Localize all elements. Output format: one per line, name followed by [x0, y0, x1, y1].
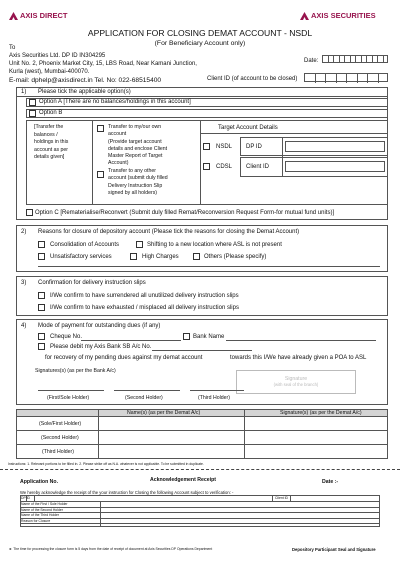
bank-name-line[interactable]: [226, 340, 376, 341]
address-line-1: Axis Securities Ltd. DP ID IN304295: [9, 53, 106, 59]
bank-signatures-label: Signatures(s) (as per the Bank A/c): [35, 368, 116, 374]
first-holder-sign-line[interactable]: [38, 390, 104, 391]
third-holder-label: (Third Holder): [198, 395, 230, 401]
surrendered-label: I/We confirm to have surrendered all unutilized delivery instruction slips: [50, 293, 239, 299]
name-column-header: Name(s) (as per the Demat A/c): [127, 410, 201, 416]
unsatisfactory-checkbox[interactable]: [38, 253, 45, 260]
target-account-heading: Target Account Details: [218, 125, 278, 131]
holder-row-label: (Second Holder): [41, 435, 79, 441]
option-b-row: [26, 109, 388, 118]
second-holder-label: (Second Holder): [125, 395, 163, 401]
axis-direct-logo: [9, 11, 68, 20]
axis-securities-logo: [300, 11, 376, 20]
receipt-date-label: Date :-: [322, 479, 339, 485]
others-label: Others (Please specify): [204, 254, 267, 260]
target-client-id-input[interactable]: [285, 161, 385, 172]
receipt-client-id-label: Client ID: [275, 496, 289, 500]
option-c-checkbox[interactable]: [26, 209, 33, 216]
section-1-number: 1): [21, 89, 27, 95]
dp-id-label: DP ID: [246, 144, 262, 150]
section-3-heading: Confirmation for delivery instruction slips: [38, 280, 146, 286]
other-account-label: Transfer to any other account (submit duly filled Delivery Instruction Slip signed by all holders): [108, 168, 168, 196]
axis-direct-logo-text: AXIS DIRECT: [20, 11, 68, 20]
option-b-label: Option B: [39, 110, 63, 116]
own-account-checkbox[interactable]: [97, 125, 104, 132]
address-line-3: Kurla (west), Mumbai-400070.: [9, 69, 90, 75]
surrendered-checkbox[interactable]: [38, 292, 45, 299]
cheque-checkbox[interactable]: [38, 333, 45, 340]
receipt-row-label: Reason for Closure: [21, 518, 51, 523]
nsdl-label: NSDL: [216, 144, 233, 150]
cdsl-checkbox[interactable]: [203, 163, 210, 170]
tear-line: [0, 469, 400, 470]
section-1-heading: Please tick the applicable option(s): [38, 89, 131, 95]
others-checkbox[interactable]: [193, 253, 200, 260]
option-c-label: Option C [Rematerialise/Reconvert (Submit duly filled Remat/Reconversion Request Form-for mutual fund units)]: [35, 210, 335, 216]
shifting-checkbox[interactable]: [136, 241, 143, 248]
debit-label: Please debit my Axis Bank SB A/c No.: [50, 344, 152, 350]
date-label: Date:: [304, 58, 319, 64]
client-id-field[interactable]: [304, 73, 388, 82]
contact-info: E-mail: dphelp@axisdirect.in Tel. No: 022-68515400: [9, 77, 162, 84]
cheque-number-line[interactable]: [81, 340, 181, 341]
application-no-label: Application No.: [20, 479, 59, 485]
acknowledgement-text: We hereby acknowledge the receipt of the your instruction for Closing the following Account subject to verification: -: [20, 490, 234, 495]
unsatisfactory-label: Unsatisfactory services: [50, 254, 112, 260]
section-4-number: 4): [21, 323, 27, 329]
own-account-label: Transfer to my/our own account (Provide target account details and enclose Client Master Report of Target Account): [108, 124, 168, 167]
branch-seal-box: Signature (with seal of the branch): [236, 370, 356, 394]
other-account-checkbox[interactable]: [97, 171, 104, 178]
processing-time-note: ► The time for processing the closure form is 5 days from the date of receipt of document at Axis Securities DP Operations Department: [9, 547, 213, 551]
option-a-label: Option A [There are no balances/holdings in this account]: [39, 99, 191, 105]
high-charges-checkbox[interactable]: [130, 253, 137, 260]
recovery-text: for recovery of my pending dues against my demat account: [45, 355, 203, 361]
exhausted-checkbox[interactable]: [38, 304, 45, 311]
nsdl-checkbox[interactable]: [203, 143, 210, 150]
dp-seal-signature-label: Depository Participant Seal and Signature: [292, 547, 376, 552]
holder-row-label: (Third Holder): [42, 449, 74, 455]
address-line-2: Unit No. 2, Phoenix Market City, 15, LBS Road, Near Kamani Junction,: [9, 61, 197, 67]
section-3-number: 3): [21, 280, 27, 286]
section-2-heading: Reasons for closure of depository account (Please tick the reasons for closing the Demat Account): [38, 229, 300, 235]
poa-text: towards this I/We have already given a POA to ASL: [230, 355, 367, 361]
bank-name-label: Bank Name: [193, 334, 225, 340]
section-4-heading: Mode of payment for outstanding dues (if any): [38, 323, 161, 329]
receipt-row-label: Name of the First / Sole Holder: [21, 502, 68, 506]
axis-triangle-icon: [9, 12, 18, 20]
first-holder-label: (First/Sole Holder): [47, 395, 90, 401]
target-client-id-label: Client ID: [246, 164, 270, 170]
second-holder-sign-line[interactable]: [114, 390, 180, 391]
third-holder-sign-line[interactable]: [190, 390, 244, 391]
receipt-row-label: Name of the Third Holder: [21, 513, 60, 517]
transfer-balances-note: [Transfer the balances / holdings in this account as per details given]: [34, 124, 69, 161]
cdsl-label: CDSL: [216, 164, 233, 170]
dp-id-input[interactable]: [285, 141, 385, 152]
bank-name-checkbox[interactable]: [183, 333, 190, 340]
consolidation-checkbox[interactable]: [38, 241, 45, 248]
debit-checkbox[interactable]: [38, 343, 45, 350]
shifting-label: Shifting to a new location where ASL is not present: [147, 242, 282, 248]
option-a-checkbox[interactable]: [29, 99, 36, 106]
axis-securities-logo-text: AXIS SECURITIES: [311, 11, 376, 20]
exhausted-label: I/We confirm to have exhausted / misplaced all delivery instruction slips: [50, 305, 239, 311]
client-id-label: Client ID (of account to be closed): [207, 76, 298, 82]
axis-triangle-icon: [300, 12, 309, 20]
form-title: APPLICATION FOR CLOSING DEMAT ACCOUNT - NSDL: [87, 28, 313, 38]
receipt-row-label: Name of the Second Holder: [21, 507, 63, 512]
others-specify-line[interactable]: [38, 266, 380, 267]
instructions-note: Instructions: 1. Relevant portions to be filled in. 2. Please strike off as N.A. whatever is not applicable. To be submitted in duplicate.: [8, 462, 204, 466]
account-number-line[interactable]: [152, 350, 252, 351]
high-charges-label: High Charges: [142, 254, 179, 260]
cheque-label: Cheque No.: [50, 334, 83, 340]
date-field[interactable]: [322, 55, 388, 63]
holder-row-label: (Sole/First Holder): [39, 421, 82, 427]
section-2-number: 2): [21, 229, 27, 235]
option-b-checkbox[interactable]: [29, 110, 36, 117]
to-label: To: [9, 45, 16, 51]
form-subtitle: (For Beneficiary Account only): [154, 40, 246, 47]
consolidation-label: Consolidation of Accounts: [50, 242, 120, 248]
receipt-dp-id-label: DP ID: [21, 496, 30, 500]
signature-column-header: Signature(s) (as per the Demat A/c): [280, 410, 362, 416]
receipt-title: Acknowledgement Receipt: [150, 477, 217, 483]
